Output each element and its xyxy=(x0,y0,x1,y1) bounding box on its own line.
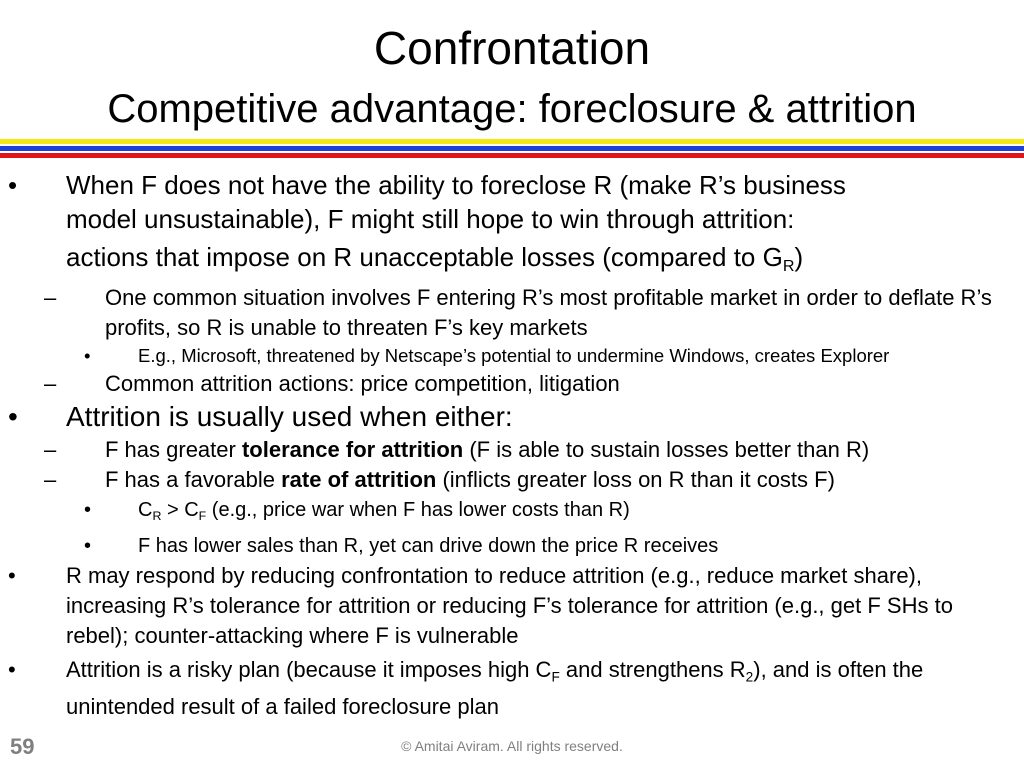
bullet-icon: • xyxy=(84,345,91,367)
bullet-icon: • xyxy=(8,657,16,683)
bullet-1-dash-1-sub-1 xyxy=(0,343,1024,369)
bullet-icon: • xyxy=(8,170,18,200)
dash-icon: – xyxy=(44,371,57,397)
subscript: F xyxy=(551,669,560,685)
page-number: 59 xyxy=(10,734,35,759)
text-run: F has greater xyxy=(105,437,242,463)
subscript: F xyxy=(198,509,207,524)
bullet-icon: • xyxy=(84,535,92,558)
dash-icon: – xyxy=(44,467,57,493)
bold-term: tolerance for attrition xyxy=(241,437,464,463)
bullet-2-dash-2 xyxy=(0,465,1024,495)
bullet-2-text: Attrition is usually used when either: xyxy=(66,401,513,433)
text-run: (F is able to sustain losses better than R) xyxy=(463,437,870,463)
bullet-2 xyxy=(0,399,1024,435)
bullet-4 xyxy=(0,655,1024,722)
bullet-2-dash-1-text xyxy=(105,435,1004,465)
text-run: C xyxy=(138,499,153,522)
text-run: (e.g., price war when F has lower costs than R) xyxy=(206,499,630,522)
bullet-icon: • xyxy=(8,563,16,589)
bullet-1-line-1: When F does not have the ability to foreclose R (make R’s business xyxy=(66,170,846,200)
subscript: R xyxy=(152,509,162,524)
slide-content xyxy=(0,168,1024,722)
bullet-4-text xyxy=(66,655,994,722)
text-run: and strengthens R xyxy=(559,657,746,683)
bullet-1-line-3-tail: ) xyxy=(794,242,804,272)
bullet-2-dash-2-text xyxy=(105,465,1004,495)
bullet-3-text: R may respond by reducing confrontation to reduce attrition (e.g., reduce market share), increasing R’s tolerance for attrition or reducing F’s tolerance for attrition (e.g., get F SHs to rebel); counter-attacking where F is vulnerable xyxy=(66,563,953,649)
bullet-1 xyxy=(0,168,1024,283)
bullet-2-dash-2-sub-2-text: F has lower sales than R, yet can drive down the price R receives xyxy=(138,535,719,558)
slide-title-line-2: Competitive advantage: foreclosure & attrition xyxy=(107,87,917,131)
bullet-2-dash-1 xyxy=(0,435,1024,465)
text-run: ), and is often the unintended result of a failed foreclosure plan xyxy=(66,657,924,720)
stripe-blue xyxy=(0,146,1024,151)
bullet-1-dash-1-sub-1-text: E.g., Microsoft, threatened by Netscape’s potential to undermine Windows, creates Explorer xyxy=(138,345,890,367)
bullet-3 xyxy=(0,561,1024,651)
bullet-icon: • xyxy=(84,499,92,522)
dash-icon: – xyxy=(44,285,57,311)
bullet-1-dash-2 xyxy=(0,369,1024,399)
stripe-yellow xyxy=(0,139,1024,144)
text-run: > C xyxy=(161,499,199,522)
bullet-2-dash-2-sub-1-text xyxy=(138,495,1004,531)
bullet-1-dash-1-text: One common situation involves F entering R’s most profitable market in order to deflate R’s profits, so R is unable to threaten F’s key markets xyxy=(105,285,992,341)
slide-title-line-1: Confrontation xyxy=(373,22,651,74)
bullet-2-dash-2-sub-2 xyxy=(0,531,1024,561)
bullet-1-dash-1 xyxy=(0,283,1024,343)
bullet-1-text xyxy=(66,168,994,283)
subscript: 2 xyxy=(745,669,754,685)
dash-icon: – xyxy=(44,437,57,463)
copyright-footer: © Amitai Aviram. All rights reserved. xyxy=(401,738,623,754)
subscript: R xyxy=(782,257,795,276)
bullet-icon: • xyxy=(8,401,18,433)
bullet-2-dash-2-sub-1 xyxy=(0,495,1024,531)
text-run: Attrition is a risky plan (because it imposes high C xyxy=(66,657,552,683)
text-run: (inflicts greater loss on R than it costs F) xyxy=(436,467,835,493)
bold-term: rate of attrition xyxy=(281,467,437,493)
bullet-1-dash-2-text: Common attrition actions: price competition, litigation xyxy=(105,371,620,397)
bullet-1-line-2: model unsustainable), F might still hope to win through attrition: xyxy=(66,204,795,234)
text-run: F has a favorable xyxy=(105,467,282,493)
bullet-1-line-3 xyxy=(66,240,994,283)
stripe-red xyxy=(0,153,1024,158)
bullet-1-line-3-text: actions that impose on R unacceptable losses (compared to G xyxy=(66,242,783,272)
